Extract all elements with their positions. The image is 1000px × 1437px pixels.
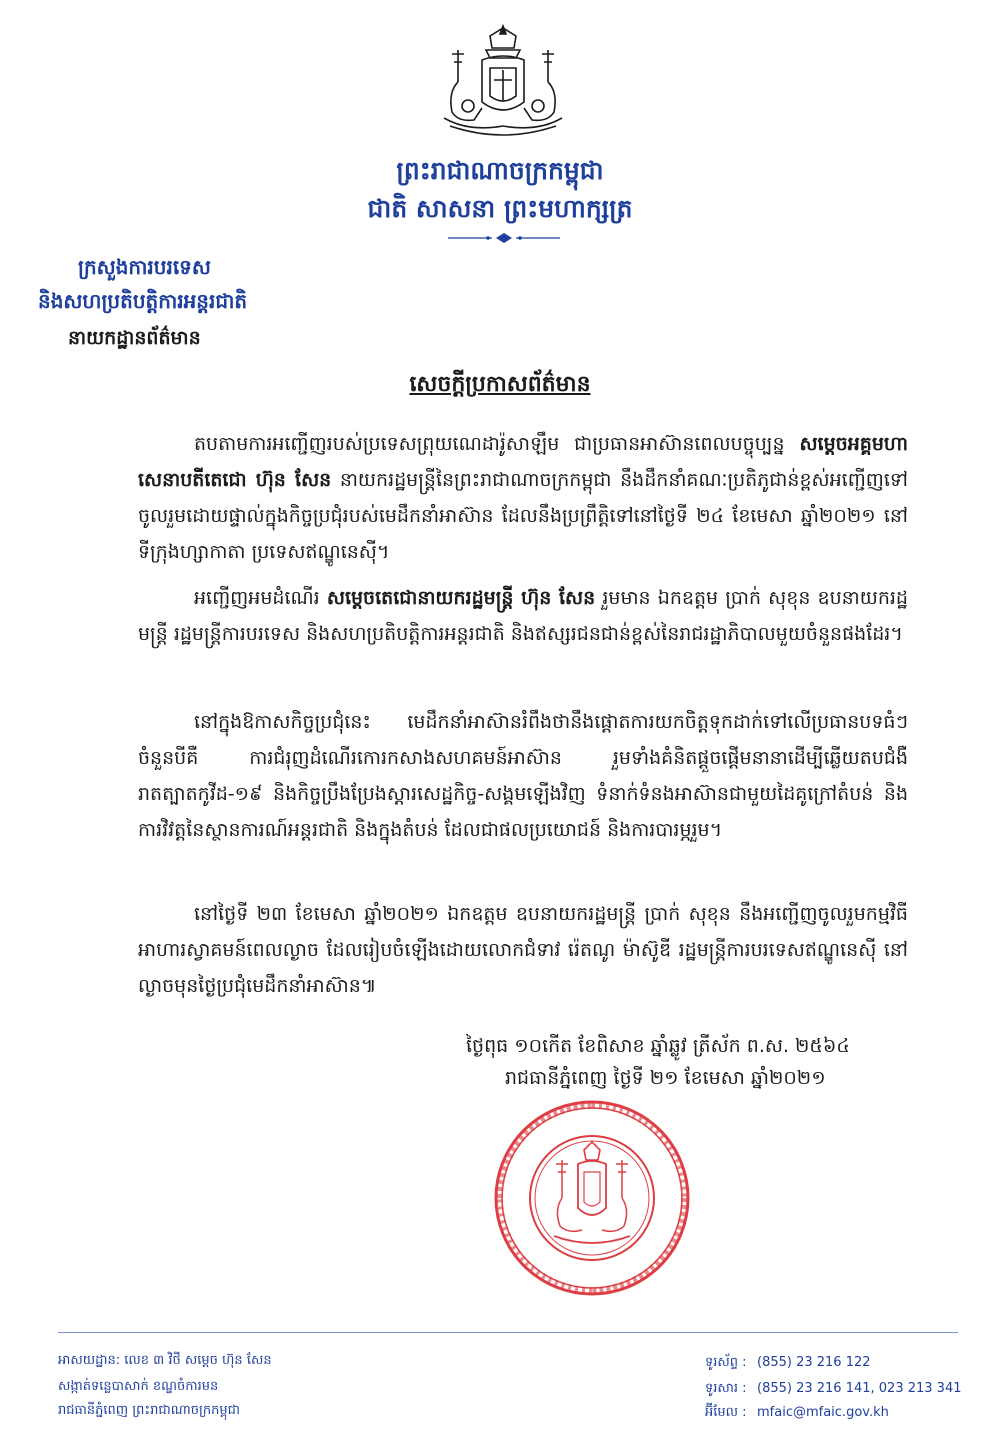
footer-fax <box>705 1380 962 1399</box>
paragraph-3 <box>138 704 908 848</box>
paragraph-4 <box>138 896 908 1004</box>
paragraph-3-text: នៅក្នុងឱកាសកិច្ចប្រជុំនេះ មេដឹកនាំអាស៊ានរំពឹងថានឹងផ្តោតការយកចិត្តទុកដាក់ទៅលើប្រធានបទធំៗចំនួនបីគឺ ការជំរុញដំណើរកោរកសាងសហគមន៍អាស៊ាន រួមទាំងគំនិតផ្តួចផ្តើមនានាដើម្បីឆ្លើយតបជំងឺរាតត្បាតកូវីដ-១៩ និងកិច្ចប្រឹងប្រែងស្តារសេដ្ឋកិច្ច-សង្គមឡើងវិញ ទំនាក់ទំនងអាស៊ានជាមួយដៃគូក្រៅតំបន់ និងការវិវត្តនៃស្ថានការណ៍អន្តរជាតិ និងក្នុងតំបន់ ដែលជាផលប្រយោជន៍ និងការបារម្ភរួម។ <box>138 711 908 841</box>
lunar-date: ថ្ងៃពុធ ១០កើត ខែពិសាខ ឆ្នាំឆ្លូវ ត្រីស័ក ព.ស. ២៥៦៤ <box>466 1035 850 1057</box>
fax-label: ទូរសារ : <box>705 1381 747 1396</box>
ornament-divider-icon <box>444 232 564 244</box>
footer-divider <box>58 1332 958 1333</box>
paragraph-1 <box>138 426 908 570</box>
email-label: អ៊ីមែល : <box>705 1405 747 1420</box>
royal-coat-of-arms-icon <box>428 22 578 144</box>
footer-address-line3: រាជធានីភ្នំពេញ ព្រះរាជាណាចក្រកម្ពុជា <box>58 1403 240 1418</box>
footer-address-line2: សង្កាត់ទន្លេបាសាក់ ខណ្ឌចំការមន <box>58 1379 219 1394</box>
footer-address-line1: អាសយដ្ឋាន: លេខ ៣ វិថី សម្តេច ហ៊ុន សែន <box>58 1353 272 1368</box>
footer-telephone <box>705 1354 871 1373</box>
ministry-name-line2: និងសហប្រតិបត្តិការអន្តរជាតិ <box>38 289 248 313</box>
paragraph-2-lead: អញ្ជើញអមដំណើរ <box>194 587 327 609</box>
paragraph-1-lead: តបតាមការអញ្ជើញរបស់ប្រទេសព្រុយណេដារ៉ូសាឡឹម ជាប្រធានអាស៊ានពេលបច្ចុប្បន្ន <box>194 433 800 455</box>
department-name: នាយកដ្ឋានព័ត៌មាន <box>68 327 201 349</box>
fax-value: (855) 23 216 141, 023 213 341 <box>757 1381 962 1396</box>
paragraph-2-prime-minister: សម្តេចតេជោនាយករដ្ឋមន្ត្រី ហ៊ុន សែន <box>326 587 596 609</box>
document-title: សេចក្តីប្រកាសព័ត៌មាន <box>409 372 591 397</box>
paragraph-4-text: នៅថ្ងៃទី ២៣ ខែមេសា ឆ្នាំ២០២១ ឯកឧត្តម ឧបនាយករដ្ឋមន្ត្រី ប្រាក់ សុខុន នឹងអញ្ជើញចូលរួមកម្មវិធីអាហារស្វាគមន៍ពេលល្ងាច ដែលរៀបចំឡើងដោយលោកជំទាវ រ៉េតណូ ម៉ាស៊ូឌី រដ្ឋមន្ត្រីការបរទេសឥណ្ឌូនេស៊ី នៅល្ងាចមុនថ្ងៃប្រជុំមេដឹកនាំអាស៊ាន៕ <box>138 903 908 997</box>
paragraph-1-rest: នាយករដ្ឋមន្ត្រីនៃព្រះរាជាណាចក្រកម្ពុជា នឹងដឹកនាំគណៈប្រតិភូជាន់ខ្ពស់អញ្ជើញទៅចូលរួមដោយផ្ទាល់ក្នុងកិច្ចប្រជុំរបស់មេដឹកនាំអាស៊ាន ដែលនឹងប្រព្រឹត្តិទៅនៅថ្ងៃទី ២៤ ខែមេសា ឆ្នាំ២០២១ នៅទីក្រុងហ្សាកាតា ប្រទេសឥណ្ឌូនេស៊ី។ <box>138 469 908 563</box>
telephone-label: ទូរស័ព្ទ : <box>705 1355 747 1370</box>
paragraph-1-prime-minister: សម្តេចអគ្គមហាសេនាបតីតេជោ ហ៊ុន សែន <box>138 433 908 491</box>
ministry-name-line1: ក្រសួងការបរទេស <box>78 255 211 279</box>
solar-date: រាជធានីភ្នំពេញ ថ្ងៃទី ២១ ខែមេសា ឆ្នាំ២០២១ <box>505 1067 826 1089</box>
official-seal-stamp-icon <box>492 1098 692 1298</box>
email-value: mfaic@mfaic.gov.kh <box>757 1405 889 1420</box>
national-motto-nation-religion-king: ជាតិ សាសនា ព្រះមហាក្សត្រ <box>367 194 633 223</box>
national-motto-kingdom: ព្រះរាជាណាចក្រកម្ពុជា <box>396 156 604 185</box>
telephone-value: (855) 23 216 122 <box>757 1355 871 1370</box>
footer-email <box>705 1404 889 1423</box>
paragraph-2 <box>138 580 908 652</box>
paragraph-2-rest: រួមមាន ឯកឧត្តម ប្រាក់ សុខុន ឧបនាយករដ្ឋមន្ត្រី រដ្ឋមន្ត្រីការបរទេស និងសហប្រតិបត្តិការអន្តរជាតិ និងឥស្សរជនជាន់ខ្ពស់នៃរាជរដ្ឋាភិបាលមួយចំនួនផងដែរ។ <box>138 587 908 645</box>
